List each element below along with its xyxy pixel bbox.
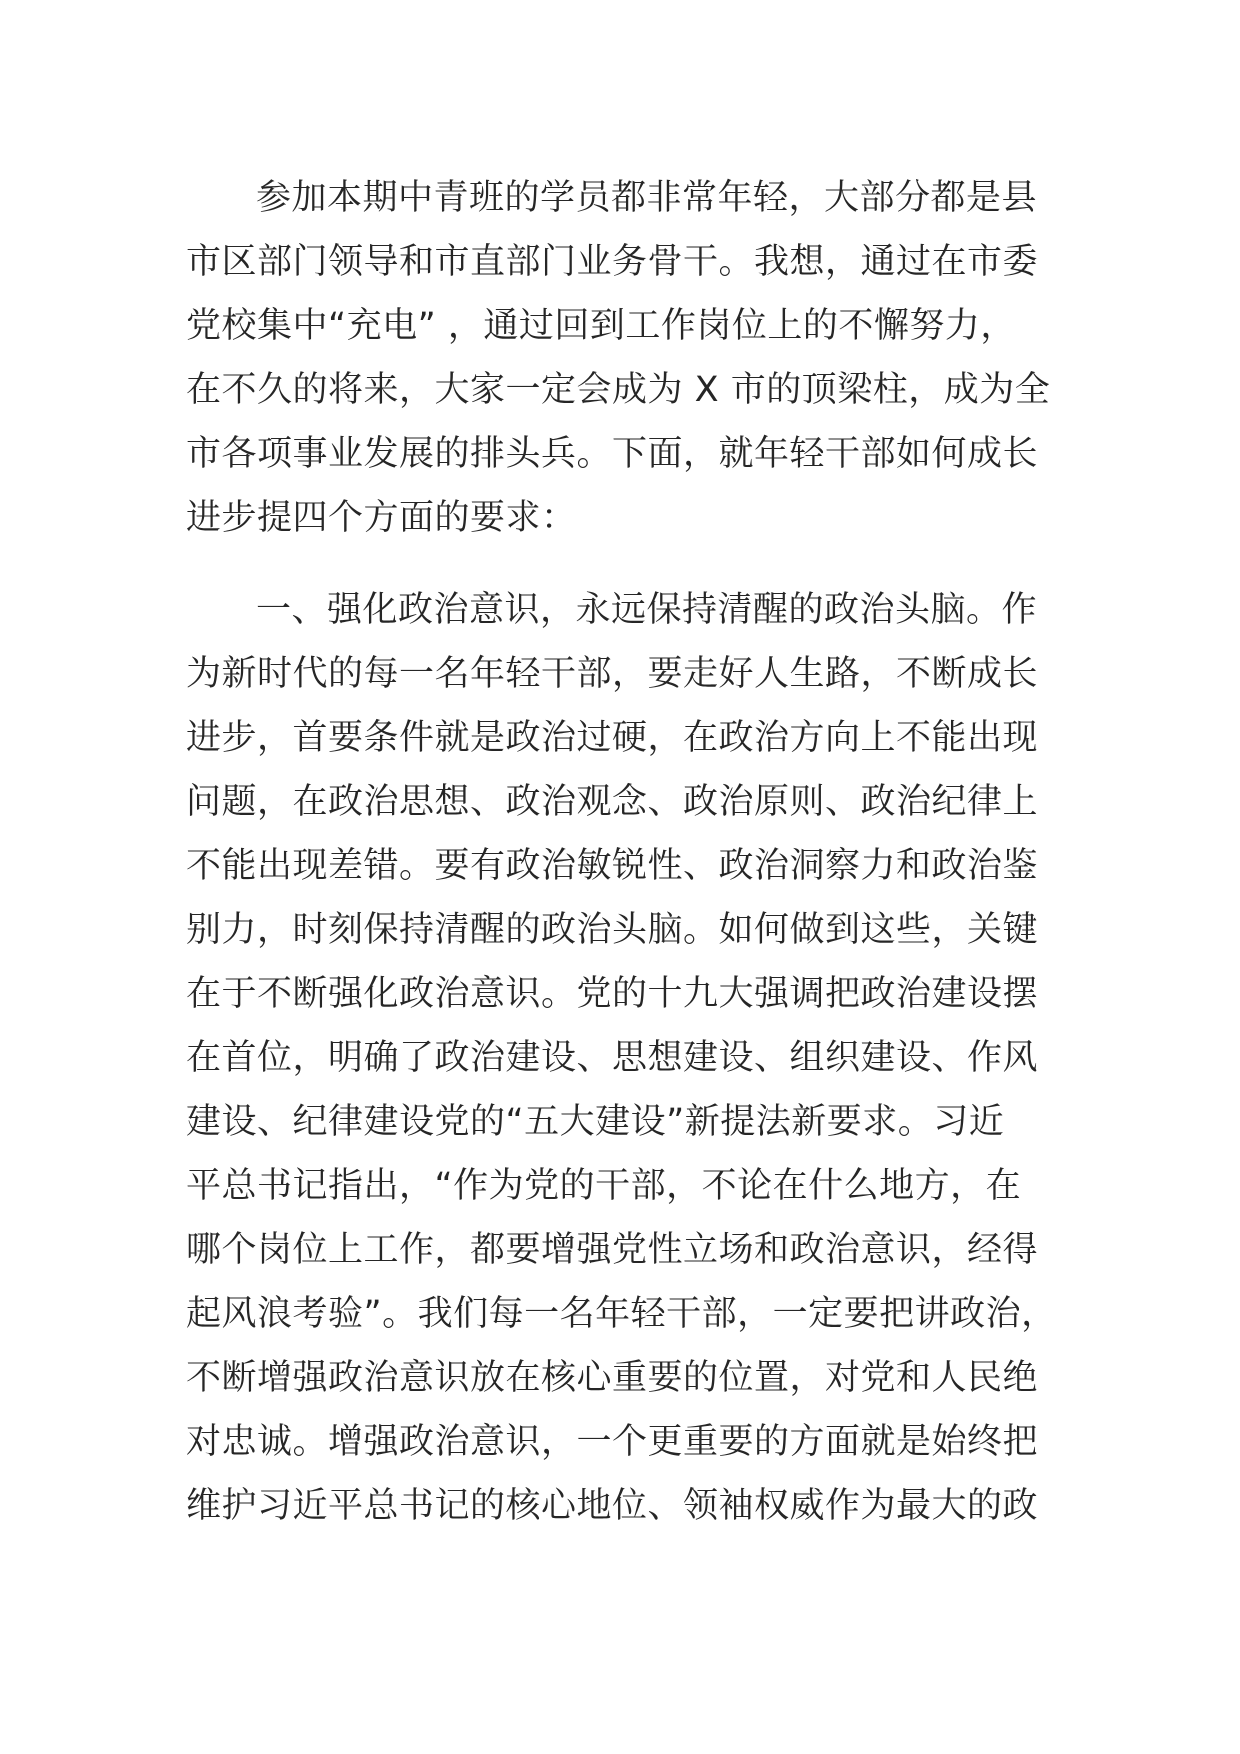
paragraph-line: 为新时代的每一名年轻干部，要走好人生路，不断成长 xyxy=(186,654,1039,694)
paragraph-line: 起风浪考验”。我们每一名年轻干部，一定要把讲政治， xyxy=(186,1294,1057,1334)
paragraph-line: 参加本期中青班的学员都非常年轻，大部分都是县 xyxy=(256,178,1038,218)
paragraph-line: 不断增强政治意识放在核心重要的位置，对党和人民绝 xyxy=(186,1358,1039,1398)
paragraph-line: 别力，时刻保持清醒的政治头脑。如何做到这些，关键 xyxy=(186,910,1039,950)
paragraph-line: 党校集中“充电” ，通过回到工作岗位上的不懈努力， xyxy=(186,306,1016,346)
paragraph-line: 在不久的将来，大家一定会成为 X 市的顶梁柱，成为全 xyxy=(186,370,1051,410)
paragraph-line: 不能出现差错。要有政治敏锐性、政治洞察力和政治鉴 xyxy=(186,846,1039,886)
paragraph-line: 对忠诚。增强政治意识，一个更重要的方面就是始终把 xyxy=(186,1422,1039,1462)
paragraph-line: 一、强化政治意识，永远保持清醒的政治头脑。作 xyxy=(256,590,1038,630)
paragraph-line: 建设、纪律建设党的“五大建设”新提法新要求。习近 xyxy=(186,1102,1005,1142)
paragraph-line: 问题，在政治思想、政治观念、政治原则、政治纪律上 xyxy=(186,782,1039,822)
paragraph-line: 维护习近平总书记的核心地位、领袖权威作为最大的政 xyxy=(186,1486,1039,1526)
paragraph-line: 进步提四个方面的要求： xyxy=(186,498,577,538)
paragraph-line: 进步，首要条件就是政治过硬，在政治方向上不能出现 xyxy=(186,718,1039,758)
paragraph-line: 平总书记指出，“作为党的干部，不论在什么地方，在 xyxy=(186,1166,1022,1206)
paragraph-line: 哪个岗位上工作，都要增强党性立场和政治意识，经得 xyxy=(186,1230,1039,1270)
paragraph-intro xyxy=(186,166,1066,550)
paragraph-line: 市各项事业发展的排头兵。下面，就年轻干部如何成长 xyxy=(186,434,1039,474)
paragraph-line: 在首位，明确了政治建设、思想建设、组织建设、作风 xyxy=(186,1038,1039,1078)
paragraph-line: 市区部门领导和市直部门业务骨干。我想，通过在市委 xyxy=(186,242,1039,282)
paragraph-section-one xyxy=(186,578,1066,1538)
paragraph-line: 在于不断强化政治意识。党的十九大强调把政治建设摆 xyxy=(186,974,1039,1014)
